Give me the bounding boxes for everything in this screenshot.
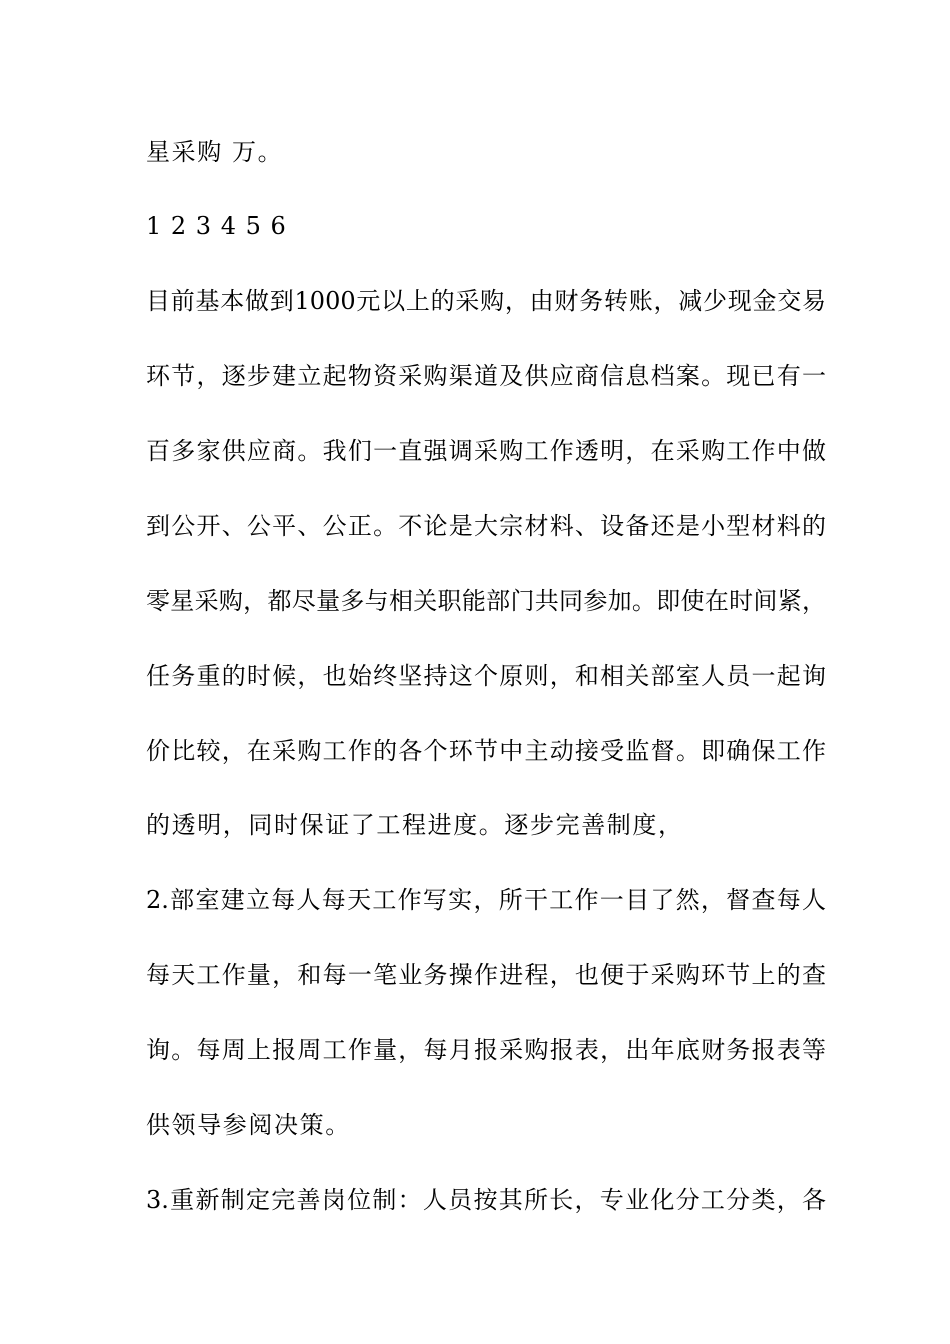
- text-line-14: 供领导参阅决策。: [146, 1111, 351, 1139]
- text-line-10: 的透明，同时保证了工程进度。逐步完善制度，: [146, 811, 684, 839]
- text-line-11: 2.部室建立每人每天工作写实，所干工作一目了然，督查每人: [146, 886, 826, 914]
- text-line-6: 到公开、公平、公正。不论是大宗材料、设备还是小型材料的: [146, 512, 826, 540]
- text-line-5: 百多家供应商。我们一直强调采购工作透明，在采购工作中做: [146, 437, 826, 465]
- text-line-7: 零星采购，都尽量多与相关职能部门共同参加。即使在时间紧，: [146, 587, 826, 615]
- text-line-8: 任务重的时候，也始终坚持这个原则，和相关部室人员一起询: [146, 662, 826, 690]
- text-line-3: 目前基本做到1000元以上的采购，由财务转账，减少现金交易: [146, 287, 826, 315]
- text-line-1: 星采购 万。: [146, 138, 284, 166]
- text-line-12: 每天工作量，和每一笔业务操作进程，也便于采购环节上的查: [146, 961, 826, 989]
- text-line-13: 询。每周上报周工作量，每月报采购报表，出年底财务报表等: [146, 1036, 826, 1064]
- text-line-4: 环节，逐步建立起物资采购渠道及供应商信息档案。现已有一: [146, 362, 826, 390]
- text-line-2: 1 2 3 4 5 6: [146, 212, 286, 240]
- text-line-9: 价比较，在采购工作的各个环节中主动接受监督。即确保工作: [146, 737, 826, 765]
- text-line-15: 3.重新制定完善岗位制：人员按其所长，专业化分工分类，各: [146, 1186, 826, 1214]
